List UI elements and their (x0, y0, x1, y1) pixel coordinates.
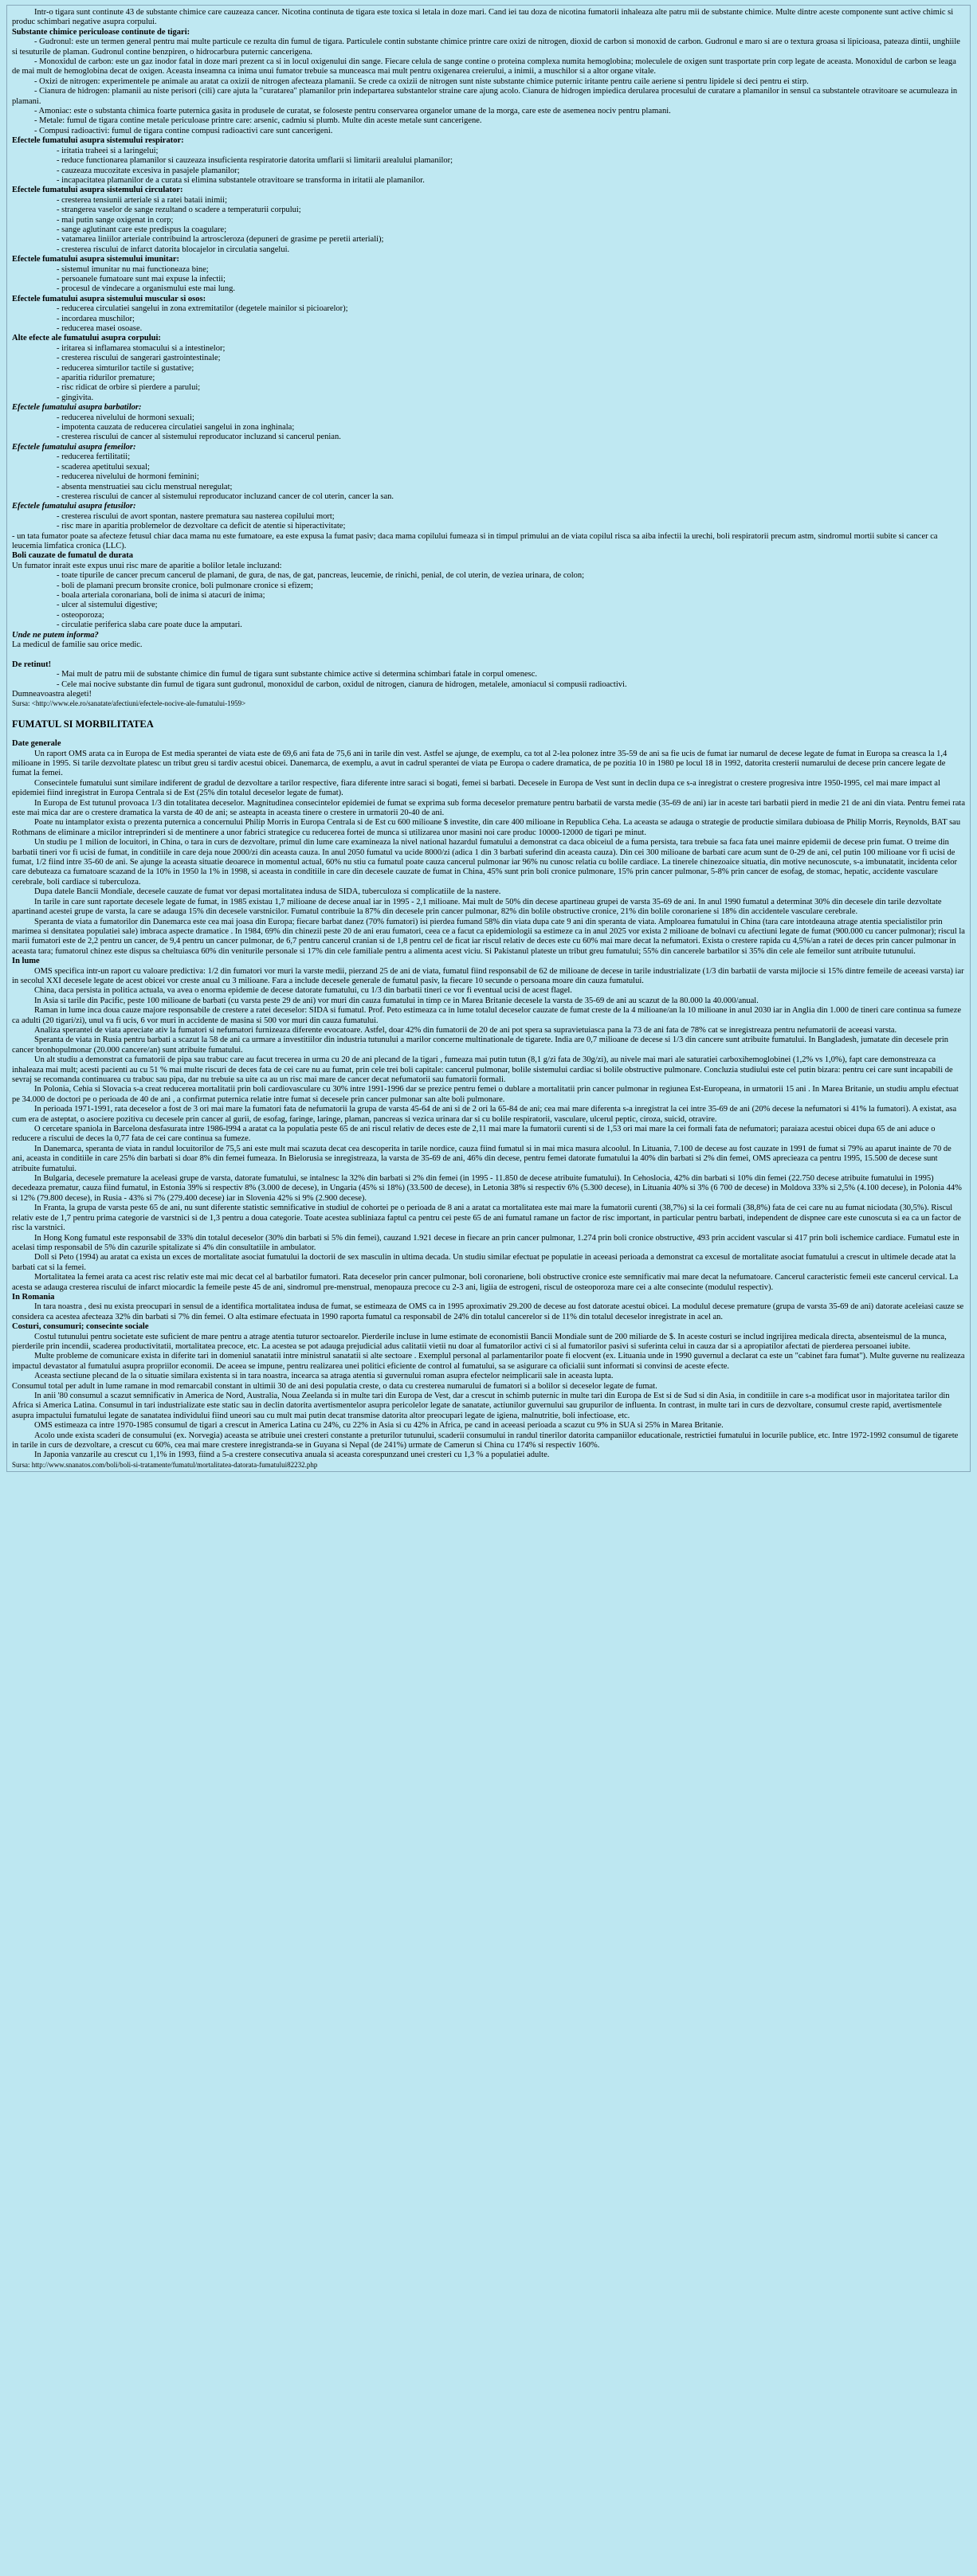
list-item: - toate tipurile de cancer precum cancerul de plamani, de gura, de nas, de gat, pancreas, leucemie, de rinichi, penial, de col uterin, de veziea urinara, de colon; (57, 571, 585, 581)
list-item: - incordarea muschilor; (57, 314, 135, 323)
paragraph: Raman in lume inca doua cauze majore responsabile de crestere a ratei deceselor: SIDA si fumatul. Prof. Peto estimeaza ca in lume totalul deceselor cauzate de fumat creste de la 4 milioane/an la 10 milioane in anul 2030 iar in Anglia din 1.000 de tineri care continua sa fumeze ca adulti (20 tigari/zi), unul va fi ucis, 6 vor muri in accidente de masina si 500 vor muri din cauza fumatului. (12, 1006, 962, 1025)
subsection-heading: Efectele fumatului asupra barbatilor: (12, 403, 142, 413)
section-heading: Efectele fumatului asupra sistemului respirator: (12, 136, 184, 146)
paragraph: Speranta de viata in Rusia pentru barbati a scazut la 58 de ani ca urmare a investitiilor din industria tutunului a marilor concerne multinationale de tigarete. India are 0,7 milioane de decese si 1/3 din cancere sunt atribuite fumatului. In Bangladesh, jumatate din decesele prin cancer bronhopulmonar (20.000 cancere/an) sunt atribuite fumatului. (12, 1035, 949, 1055)
document-body (6, 5, 971, 1472)
paragraph: O cercetare spaniola in Barcelona desfasurata intre 1986-l994 a aratat ca la populatia peste 65 de ani riscul relativ de deces este de 2,11 mai mare la fumatorii curenti si de 1,53 ori mai mare la cei formali fata de nefumatori; paraiaza acestui obicei dupa 65 de ani aduce o reducere a riscului de deces la 0,77 fata de cei care continua sa fumeze. (12, 1125, 936, 1144)
list-item: - reducerea fertilitatii; (57, 452, 131, 462)
paragraph: - Compusi radioactivi: fumul de tigara contine compusi radioactivi care sunt cancerigeni. (34, 126, 333, 135)
paragraph: In Hong Kong fumatul este responsabil de 33% din totalul deceselor (30% din barbati si 5% din femei), cauzand 1.921 decese in fiecare an prin cancer pulmonar, 1.274 prin boli cronice obstructive, 493 prin accident vascular si 417 prin boli ischemice cardiace. Fumatul este in acelasi timp responsabil de 5% din cazurile spitalizate si 4% din consultatiile in ambulator. (12, 1233, 959, 1252)
list-item: - mai putin sange oxigenat in corp; (57, 215, 174, 225)
paragraph: Poate nu intamplator exista o prezenta puternica a concernului Philip Morris in Europa Centrala si de Est cu 600 milioane $ investite, din care 400 milioane in Republica Ceha. La aceasta se adauga o strategie de productie similara dubioasa de Philip Morris, Reynolds, BAT sau Rothmans de eliminare a micilor intreprinderi si de mentinere a unor fabrici strategice cu reducerea fortei de munca si utilizarea unor masini noi care produc 10000-12000 de tigari pe minut. (12, 818, 961, 837)
list-item: - reducerea simturilor tactile si gustative; (57, 363, 194, 373)
paragraph: Speranta de viata a fumatorilor din Danemarca este cea mai joasa din Europa; fiecare barbat danez (70% fumatori) isi pierdea fumand 58% din viata dupa cate 9 ani din speranta de viata. Amploarea fumatului in China (tara care intotdeauna atrage atentia specialistilor prin marimea si densitatea populatiei sale) imbraca aspecte dramatice . In 1984, 69% din chinezii peste 20 de ani erau fumatori, ceea ce a facut ca epidemiologii sa estimeze ca in anul 2025 vor exista 2 milioane de bolnavi cu afectiuni legate de fumat (900.000 cu cancer pulmonar); riscul la marii fumatori este de 2,2 pentru un cancer, de 9,4 pentru un cancer pulmonar, de 6,7 pentru cancerul cranian si de 1,8 pentru cel de ficat iar riscul relativ de deces este cu 60% mai mare decat la nefumatori. Exista o crestere rapida cu 4,5%/an a ratei de deces prin cancer pulmonar in aceasta tara; fumatorul chinez este dispus sa cheltuiasca 60% din veniturile personale si 17% din cele familiale pentru a alimenta acest viciu. Si Pakistanul plateste un tribut greu fumatului; 55% din cancerele barbatilor si 35% din cele ale femeilor sunt atribuite tutunului. (12, 917, 965, 956)
section-heading: Substante chimice periculoase continute de tigari: (12, 27, 190, 37)
list-item: - reducerea nivelului de hormoni sexuali; (57, 413, 194, 422)
paragraph: - Monoxidul de carbon: este un gaz inodor fatal in doze mari prezent ca si in locul oxigenului din sange. Fiecare celula de sange contine o proteina complexa numita hemoglobina; moleculele de oxigen sunt trasportate prin corp legate de aceasta. Monoxidul de carbon se leaga de mai mult de hemoglobina decat de oxigen. Aceasta inseamna ca inima unui fumator trebuie sa munceasca mai mult pentru oxigenarea creierului, a inimii, a muschilor si a altor organe vitale. (12, 57, 956, 76)
paragraph: Un fumator inrait este expus unui risc mare de aparitie a bolilor letale incluzand: (12, 561, 282, 570)
section-heading: Costuri, consumuri; consecinte sociale (12, 1322, 149, 1332)
spacer (12, 650, 965, 660)
paragraph: In perioada 1971-1991, rata deceselor a fost de 3 ori mai mare la fumatori fata de nefumatorii la grupa de varsta 45-64 de ani si de 2 ori la 65-84 de ani; cea mai mare diferenta s-a inregistrat la cei intre 35-69 de ani (20% decese la nefumatori si 41% la fumatori). A existat, asa cum era de asteptat, o asociere pozitiva cu decesele prin cancer al gurii, de esofag, faringe, laringe, plaman, pancreas si vezica urinara dar si cu bolile respiratorii, vasculare, ulcerul peptic, ciroza, suicid, otravire. (12, 1105, 957, 1124)
list-item: - cresterea riscului de cancer al sistemului reproducator incluzand cancer de col uterin, cancer la san. (57, 491, 394, 501)
list-item: - Mai mult de patru mii de substante chimice din fumul de tigara sunt substante chimice active si determina schimbari fatale in corpul omenesc. (57, 670, 537, 679)
list-item: - reducerea masei osoase. (57, 324, 143, 333)
paragraph: Un alt studiu a demonstrat ca fumatorii de pipa sau trabuc care au facut trecerea in urma cu 20 de ani plecand de la tigari , fumeaza mai putin tutun (8,1 g/zi fata de 30g/zi), au nivele mai mari ale saturatiei carboxihemoglobinei (1,2% vs 1,0%), fapt care demonstreaza ca inhaleaza mai mult; acesti pacienti au cu 51 % mai multe riscuri de deces fata de cei care nu au fumat, prin cele trei boli capitale: cancerul pulmonar, bolile sistemului cardiac si bolile obstructive pulmonare. Concluzia studiului este cel putin bizara: pentru cei care sunt incapabili de sevraj se recomanda continuarea cu trabuc sau pipa, dar nu trebuie sa uite ca au un risc mai mare de cancer decat nefumatorii sau fumatorii formali. (12, 1055, 953, 1085)
spacer (12, 730, 965, 739)
paragraph: Acolo unde exista scaderi de consumului (ex. Norvegia) aceasta se atribuie unei cresteri constante a preturilor tutunului, scaderii consumului in randul tinerilor datorita campaniilor educationale, restrictiei fumatului in locurile publice, etc. Intre 1972-1992 consumul de tigarete in tarile in curs de dezvoltare, a crescut cu 60%, cea mai mare crestere inregistranda-se in Guyana si Nepal (de 241%) urmate de Camerun si China cu 174% si respectiv 160%. (12, 1431, 959, 1450)
paragraph: Consecintele fumatului sunt similare indiferent de gradul de dezvoltare a tarilor respective, fiara diferente intre saraci si bogati, femei si barbati. Decesele in Europa de Vest sunt in declin dupa ce s-a inregistrat o crestere progresiva intre 1950-1995, cel mai mare impact al epidemiei fiind inregistrat in Europa Centrala si de Est (25% din totalul deceselor legate de fumat). (12, 778, 940, 798)
paragraph: Doll si Peto (1994) au aratat ca exista un exces de mortalitate asociat fumatului la doctorii de sex masculin in ultima decada. Un studiu similar efectuat pe populatie in aceeasi perioada a demonstrat ca excesul de mortalitate asociat fumatului a crescut in ultimele decade atat la barbati cat si la femei. (12, 1253, 956, 1272)
source-line: Sursa: <http://www.ele.ro/sanatate/afectiuni/efectele-nocive-ale-fumatului-1959> (12, 699, 246, 708)
section-heading: In Romania (12, 1292, 55, 1302)
list-item: - cresterea riscului de cancer al sistemului reproducator incluzand si cancerul penian. (57, 433, 341, 442)
paragraph: In tarile in care sunt raportate decesele legate de fumat, in 1985 existau 1,7 milioane de decese anual iar in 1995 - 2,1 milioane. Mai mult de 50% din decese apartineau grupei de varsta 35-69 de ani. In anul 1990 fumatul a determinat 30% din decesele din tarile dezvoltate apartinand acestei grupe de varsta, la care se adauga 15% din decesele varstnicilor. Fumatul contribuie la 87% din decesele prin cancer pulmonar, 82% din bolile obstructive cronice, 21% din bolile coronariene si 18% din accidentele vasculare cerebrale. (12, 897, 942, 917)
list-item: - scaderea apetitului sexual; (57, 462, 150, 472)
list-item: - vatamarea liniilor arteriale contribuind la artroscleroza (depuneri de grasime pe peretii arteriali); (57, 235, 384, 245)
paragraph: OMS specifica intr-un raport cu valoare predictiva: 1/2 din fumatori vor muri la varste medii, pierzand 25 de ani de viata, fumatul fiind responsabil de 62 de milioane de decese in tarile industrializate (1/3 din barbatii de varsta mijlocie si 15% dintre femeile de aceeasi varsta) iar in secolul XXI decesele legate de acest obicei vor creste anual cu 3 milioane. Fara a include decesele generale de fumatul pasiv, la fiecare 10 secunde o persoana moare din cauza fumatului. (12, 966, 964, 985)
subsection-heading: Unde ne putem informa? (12, 630, 99, 640)
paragraph: - Amoniac: este o substanta chimica foarte puternica gasita in produsele de curatat, se foloseste pentru conservarea organelor umane de la morga, care este de asemenea nociv pentru plamani. (34, 107, 671, 116)
list-item: - cresterea tensiunii arteriale si a ratei bataii inimii; (57, 195, 227, 205)
list-item: - procesul de vindecare a organismului este mai lung. (57, 284, 236, 294)
list-item: - sistemul imunitar nu mai functioneaza bine; (57, 264, 209, 274)
list-item: - osteoporoza; (57, 610, 104, 620)
list-item: - cauzeaza mucozitate excesiva in pasajele plamanilor; (57, 166, 240, 175)
list-item: - strangerea vaselor de sange rezultand o scadere a temperaturii corpului; (57, 206, 301, 215)
list-item: - sange aglutinant care este predispus la coagulare; (57, 225, 227, 234)
list-item: - cresterea riscului de sangerari gastrointestinale; (57, 354, 221, 363)
list-item: - reducerea nivelului de hormoni feminini; (57, 472, 199, 482)
paragraph: - un tata fumator poate sa afecteze fetusul chiar daca mama nu este fumatoare, ea este expusa la fumat pasiv; daca mama copilului fumeaza si in timpul primului an de viata copilul risca sa aiba infectii la urechi, boli respiratorii precum astm, sindromul mortii subite si cancer ca leucemia limfatica cronica (LLC). (12, 531, 938, 550)
source-line: Sursa: http://www.snanatos.com/boli/boli-si-tratamente/fumatul/mortalitatea-datorata-fumatului82232.php (12, 1460, 318, 1469)
paragraph: Dumneavoastra alegeti! (12, 690, 92, 699)
paragraph: - Metale: fumul de tigara contine metale periculoase printre care: arsenic, cadmiu si plumb. Multe din aceste metale sunt cancerigene. (34, 116, 482, 126)
list-item: - boala arteriala coronariana, boli de inima si atacuri de inima; (57, 590, 265, 600)
paragraph: OMS estimeaza ca intre 1970-1985 consumul de tigari a crescut in America Latina cu 24%, cu 22% in Asia si cu 42% in Africa, pe cand in aceeasi perioada a scazut cu 9% in SUA si 25% in Marea Britanie. (34, 1421, 724, 1431)
paragraph: Analiza sperantei de viata apreciate ativ la fumatori si nefumatori furnizeaza diferente evocatoare. Astfel, doar 42% din fumatorii de 20 de ani pot spera sa supravietuiasca pana la 73 de ani fata de 78% cat se inregistreaza pentru nefumatorii de aceeasi varsta. (34, 1025, 897, 1035)
section-heading: Alte efecte ale fumatului asupra corpului: (12, 334, 161, 343)
paragraph: Aceasta sectiune plecand de la o situatie similara existenta si in tara noastra, incearca sa atraga atentia si guvernului roman asupra efectelor neimplicarii sale in aceasta lupta. (34, 1372, 614, 1381)
list-item: - reducerea circulatiei sangelui in zona extremitatilor (degetele mainilor si picioarelor); (57, 304, 348, 314)
paragraph: - Oxizi de nitrogen: experimentele pe animale au aratat ca oxizii de nitrogen afecteaza plamanii. Se crede ca oxizii de nitrogen sunt niste substante chimice puternic iritante pentru caile aeriene si pentru lipidele si deci pentru ei stirp. (34, 76, 809, 86)
paragraph: Dupa datele Bancii Mondiale, decesele cauzate de fumat vor depasi mortalitatea indusa de SIDA, tuberculoza si complicatiile de la nastere. (34, 887, 501, 897)
paragraph: Multe probleme de comunicare exista in diferite tari in domeniul sanatatii intre ministrul sanatatii si alte sectoare . Exemplul personal al parlamentarilor poate fi elocvent (ex. Lituania unde in 1990 guvernul a declarat ca este un "cabinet fara fumat"). Multe guverne nu realizeaza impactul devastator al fumatului asupra propriilor economii. De aceea se impune, pentru realizarea unei politici eficiente de control al fumatului, sa se asigurare ca oficialii sunt informati si convinsi de aceste efecte. (12, 1352, 965, 1371)
section-heading: Efectele fumatului asupra sistemului imunitar: (12, 255, 179, 264)
section-heading: De retinut! (12, 660, 52, 669)
paragraph: In Danemarca, speranta de viata in randul locuitorilor de 75,5 ani este mult mai scazuta decat cea descoperita in tarile nordice, cauza fiind fumatul si in mai mica masura alcoolul. In Lituania, 7.100 de decese au fost cauzate in 1991 de fumat si 79% au aparut inainte de 70 de ani, aceasta in conditiile in care 25% din barbati si doar 8% din femei fumeaza. In Bielorusia se inregistreaza, la varsta de 35-69 de ani, 46% din decese, pentru femei datorate fumatului la 40% din barbati si 2% din femei, OMS aprecieaza ca pentru 1995, 15.500 de decese sunt atribuite fumatului. (12, 1144, 951, 1173)
list-item: - ulcer al sistemului digestive; (57, 601, 158, 610)
list-item: - boli de plamani precum bronsite cronice, boli pulmonare cronice si efizem; (57, 581, 313, 590)
list-item: - impotenta cauzata de reducerea circulatiei sangelui in zona inghinala; (57, 423, 295, 433)
section-heading: Efectele fumatului asupra sistemului circulator: (12, 186, 183, 195)
list-item: - risc mare in aparitia problemelor de dezvoltare ca deficit de atentie si hiperactivitate; (57, 522, 346, 531)
paragraph: In Europa de Est tutunul provoaca 1/3 din totalitatea deceselor. Magnitudinea consecintelor epidemiei de fumat se exprima sub forma deceselor premature pentru barbatii de varsta medie (35-69 de ani) iar in aceste tari barbatii pierd in medie 21 de ani din viata. Pentru femei rata este mai mica dar are o crestere dramatica la varsta de 40 de ani; se asteapta in aceasta tinere o crestere in urmatorii 20-40 de ani. (12, 798, 965, 818)
paragraph: - Cianura de hidrogen: plamanii au niste perisori (cili) care ajuta la "curatarea" plamanilor prin indepartarea substantelor straine care ajung acolo. Cianura de hidrogen impiedica derularea procesului de curatare a plamanilor in sensul ca substantele otravitoare se acumuleaza in plamani. (12, 87, 958, 106)
paragraph: La medicul de familie sau orice medic. (12, 640, 143, 649)
spacer (12, 708, 965, 718)
list-item: - absenta menstruatiei sau ciclu menstrual neregulat; (57, 482, 233, 491)
paragraph: Mortalitatea la femei arata ca acest risc relativ este mai mic decat cel al barbatilor fumatori. Rata deceselor prin cancer pulmonar, boli coronariene, boli obstructive cronice este semnificativ mai mare decat la nefumatoare. Cancerul caracteristic femeii este cancerul cervical. La acesta se adauga cresterea riscului de infarct miocardic la femeile peste 45 de ani, sindromul pre-menstrual, menopauza precoce cu 2-3 ani, ligiia de estrogeni, riscul de osteoporoza mare cei a alte consecinte (modulul respectiv). (12, 1273, 959, 1292)
paragraph: In Bulgaria, decesele premature la aceleasi grupe de varsta, datorate fumatului, se intalnesc la 32% din barbati si 2% din femei (in 1995 - 11.850 de decese atribuite fumatului). In Cehoslocia, 42% din barbati si 10% din femei (22.750 decese atribuite fumatului in 1995) decedeaza prematur, cauza fiind fumatul, in Estonia 39% si respectiv 8% (3.000 de decese), in Ungaria (45% si 18%) (33.500 de decese), in Letonia 38% si respectiv 6% (5.300 decese), in Lituania 40% si 3% (6 700 de decese) in Moldova 33% si 2,5% (4.100 decese), in Polonia 44% si 12% (79.800 decese), in Rusia - 43% si 7% (279.400 decese) iar in Slovenia 42% si 9% (2.900 decese). (12, 1174, 962, 1203)
section-heading: In lume (12, 957, 40, 966)
list-item: - Cele mai nocive substante din fumul de tigara sunt gudronul, monoxidul de carbon, oxidul de nitrogen, cianura de hidrogen, metalele, amoniacul si compusii radioactivi. (57, 679, 627, 689)
paragraph: - Gudronul: este un termen general pentru mai multe particule ce rezulta din fumul de tigara. Particulele contin substante chimice printre care oxizi de nitrogen, dioxid de carbon si monoxid de carbon. Gudronul e maro si are o textura groasa si lipicioasa, pateaza dintii, unghiile si tesuturile de plaman. Gudronul contine benzpiren, o hidrocarbura puternic cancerigena. (12, 37, 960, 57)
paragraph: Un raport OMS arata ca in Europa de Est media sperantei de viata este de 69,6 ani fata de 75,6 ani in tarile din vest. Astfel se ajunge, de exemplu, ca tot al 2-lea polonez intre 35-59 de ani sa fie ucis de fumat iar numarul de decese legate de fumat in Europa sa creasca la 1,4 milioane in 1995. Si tarile dezvoltate platesc un tribut greu si tardiv acestui obicei. Danemarca, de exemplu, a avut in cadrul sperantei de viata pe Europa o cadere dramatica, de pe pozitia 10 in 1980 pe locul 18 in 1992, datorita cresterii numarului de decese prin cancere legate de fumat la femei. (12, 749, 948, 778)
paragraph: In Asia si tarile din Pacific, peste 100 milioane de barbati (cu varsta peste 29 de ani) vor muri din cauza fumatului in timp ce in Marea Britanie decesele la varsta de 35-69 de ani au scazut de la 80.000 la 40.000/anual. (34, 996, 759, 1005)
paragraph: In tara noastra , desi nu exista preocupari in sensul de a identifica mortalitatea indusa de fumat, se estimeaza de OMS ca in 1995 aproximativ 29.200 de decese au fost datorate acestui obicei. La modulul decese premature (grupa de varsta 35-69 de ani) datorate aceleiasi cauze se considera ca acestea afecteaza 32% din barbati si 7% din femei. O alta estimare efectuata in 1990 raporta fumatul ca responsabil de 24% din totalul cancerelor si de 11% din totalul deceselor inregistrate in acel an. (12, 1302, 964, 1321)
section-heading: Date generale (12, 739, 61, 749)
paragraph: In Franta, la grupa de varsta peste 65 de ani, nu sunt diferente statistic semnificative in studiul de cohortei pe o perioada de 8 ani a aratat ca mortalitatea este mai mare la fumatorii curenti (38,7%) si la cei formali (38,8%) fata de cei care nu au fumat niciodata (30,5%). Riscul relativ este de 1,7 pentru prima categorie de varstnici si de 1,3 pentru a doua categorie. Toate acestea subliniaza faptul ca pentru cei peste 65 de ani fumatul ramane un factor de risc important, in particular pentru barbati, independent de dispnee care este cunoscuta si ea ca un factor de risc la varstnici. (12, 1204, 961, 1233)
list-item: - persoanele fumatoare sunt mai expuse la infectii; (57, 274, 226, 284)
list-item: - circulatie periferica slaba care poate duce la amputari. (57, 621, 242, 630)
list-item: - cresterea riscului de avort spontan, nastere prematura sau nasterea copilului mort; (57, 511, 335, 521)
paragraph: In Japonia vanzarile au crescut cu 1,1% in 1993, fiind a 5-a crestere consecutiva anuala si aceasta corespunzand unei cresteri cu 1,3 % a populatiei adulte. (34, 1450, 550, 1460)
list-item: - gingivita. (57, 393, 94, 402)
section-heading: Efectele fumatului asupra sistemului muscular si osos: (12, 294, 206, 303)
list-item: - iritarea si inflamarea stomacului si a intestinelor; (57, 343, 226, 353)
paragraph: China, daca persista in politica actuala, va avea o enorma epidemie de decese datorate fumatului, cu 1/3 din barbatii tineri ce vor fi eventual ucisi de acest flagel. (34, 986, 572, 996)
paragraph: Costul tutunului pentru societate este suficient de mare pentru a atrage atentia tuturor sectoarelor. Pierderile incluse in lume estimate de economistii Bancii Mondiale sunt de 200 miliarde de $. In aceste costuri se includ ingrijirea medicala directa, absenteismul de la munca, pierderile prin incendii, scaderea productivitatii, mortalitatea precoce, etc. La acestea se pot adauga prejudicial adus calitatii vietii nu doar al fumatorilor activi ci si al fumatorilor pasivi si suferinta celui in cauza dar si a apropiatilor afectati de pierderea persoanei iubite. (12, 1332, 947, 1351)
paragraph: In Polonia, Cehia si Slovacia s-a creat reducerea mortalitatii prin boli cardiovasculare cu 30% intre 1991-1996 dar se prezice pentru femei o dublare a mortalitatii prin cancer pulmonar in regiunea Est-Europeana, in urmatorii 15 ani . In Marea Britanie, un studiu amplu efectuat pe 34.000 de doctori pe o perioada de 40 de ani , a confirmat puternica relatie intre fumat si decesele prin cancer pulmonar san alte boli pulmonare. (12, 1085, 959, 1104)
list-item: - cresterea riscului de infarct datorita blocajelor in circulatia sangelui. (57, 245, 290, 254)
list-item: - iritatia traheei si a laringelui; (57, 146, 159, 155)
list-item: - incapacitatea plamanilor de a curata si elimina substantele otravitoare se transforma in iritatii ale plamanilor. (57, 175, 425, 185)
list-item: - aparitia ridurilor premature; (57, 374, 155, 383)
document-title: FUMATUL SI MORBILITATEA (12, 718, 154, 730)
list-item: - reduce functionarea plamanilor si cauzeaza insuficienta respiratorie datorita umflarii si limitarii arealului plamanilor; (57, 156, 453, 166)
subsection-heading: Efectele fumatului asupra femeilor: (12, 442, 136, 452)
paragraph: In anii '80 consumul a scazut semnificativ in America de Nord, Australia, Noua Zeelanda si in multe tari din Europa de Vest, dar a crescut in schimb puternic in multe tari din Europa de Est si de Sud si din Asia, in conditiile in care s-a modificat usor in majoritatea tarilor din Africa si America Latina. Consumul in tari industrializate este static sau in declin datorita avertismentelor asupra pericolelor legate de sanatate, actiunilor guvernului sau grupurilor de influenta. In contrast, in multe tari in curs de dezvoltare, consumul creste rapid, avertismentele asupra impactului fumatului legate de sanatatea individului fiind uneori sau cu mult mai putin decat transmise datorita altor preocupari legate de igiena, malnutritie, boli infectioase, etc. (12, 1392, 950, 1420)
paragraph: Intr-o tigara sunt continute 43 de substante chimice care cauzeaza cancer. Nicotina continuta de tigara este toxica si letala in doze mari. Cand iei tau doza de nicotina fumatorii inhaleaza alte patru mii de substante chimice. Multe dintre aceste componente sunt active chimic si produc schimbari negative asupra corpului. (12, 8, 954, 27)
paragraph: Consumul total per adult in lume ramane in mod remarcabil constant in ultimii 30 de ani desi populatia creste, o data cu cresterea numarului de fumatori si a bolilor si deceselor legate de fumat. (12, 1381, 657, 1391)
section-heading: Boli cauzate de fumatul de durata (12, 551, 133, 561)
subsection-heading: Efectele fumatului asupra fetusilor: (12, 502, 136, 511)
paragraph: Un studiu pe 1 milion de locuitori, in China, o tara in curs de dezvoltare, primul din lume care examineaza la nivel national hazardul fumatului a demonstrat ca daca obiceiul de a fuma persista, tara trebuie sa faca fata unei mainre epidemii de decese prin fumat. O treime din barbatii tineri vor fi ucisi de fumat, in conditiile in care deja noue 2000/zi din aceasta cauza. In anul 2050 fumatul va ucide 8000/zi (adica 1 din 3 barbati suferind din aceasta cauza). Din cei 300 milioane de barbati care acum sunt de 0-29 de ani, cel putin 100 milioane vor fi ucisi de fumat, 1/2 fiind intre 35-60 de ani. Se ajunge la aceasta situatie deoarece in momentul actual, 60% nu stiu ca fumatul poate cauza cancerul pulmonar iar 96% nu cunosc relatia cu bolile cardiace. La tinerele chinezoaice situatia, din motive necunoscute, s-a imbunatatit, incidenta celor care debuteaza ca fumatoare scazand de la 10% in 1950 la 1% in 1998, si aceasta in conditiile in care din decesele cauzate de fumat in China, 45% sunt prin boli cronice pulmonare, 15% prin cancer pulmonar, 5-8% prin cancer de esofag, de stomac, hepatic, accidente vasculare cerebrale, boli cardiace si tuberculoza. (12, 838, 958, 887)
list-item: - risc ridicat de orbire si pierdere a parului; (57, 383, 201, 393)
